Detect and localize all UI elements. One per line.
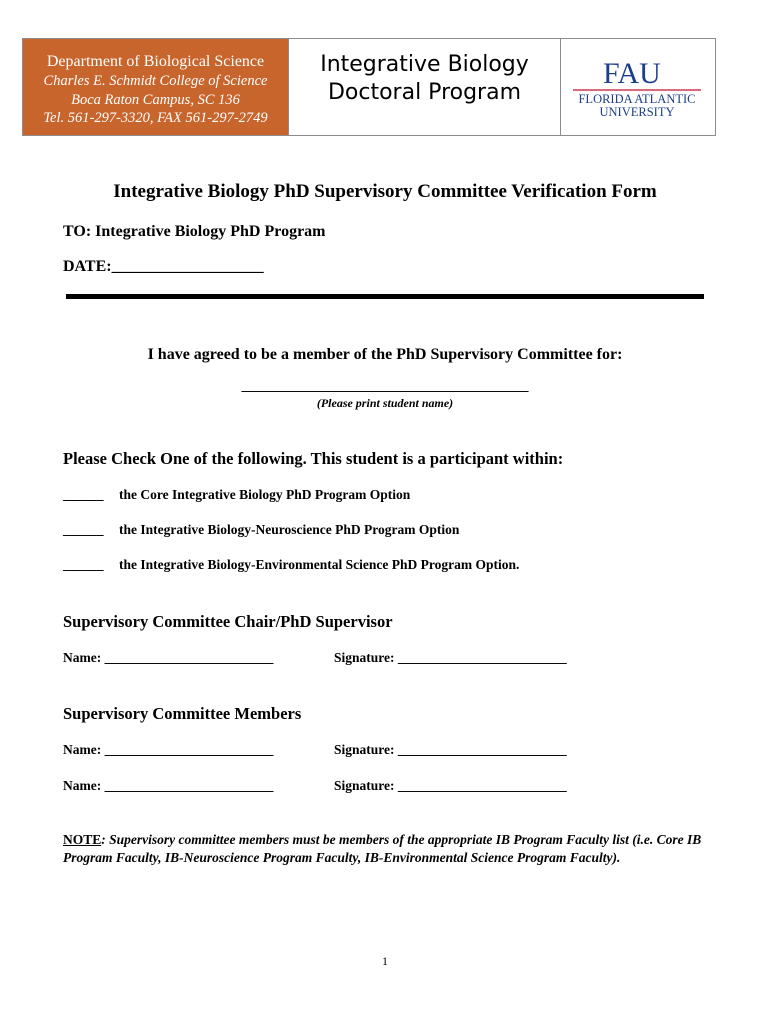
department-block <box>23 39 289 135</box>
page-number: 1 <box>382 954 388 968</box>
option-checkbox-blank[interactable]: ______ <box>63 522 104 537</box>
members-heading: Supervisory Committee Members <box>63 704 302 723</box>
note-text: : Supervisory committee members must be members of the appropriate IB Program Faculty list (i.e. Core IB Program Faculty, IB-Neuroscience Program Faculty, IB-Environmental Science Program Faculty). <box>63 832 702 865</box>
option-label: the Integrative Biology-Neuroscience PhD Program Option <box>119 522 460 537</box>
form-title: Integrative Biology PhD Supervisory Committee Verification Form <box>113 181 657 202</box>
to-line: TO: Integrative Biology PhD Program <box>63 223 326 240</box>
option-label: the Integrative Biology-Environmental Science PhD Program Option. <box>119 557 520 572</box>
date-field[interactable]: DATE:___________________ <box>63 258 264 275</box>
logo-line1: FLORIDA ATLANTIC <box>578 92 696 106</box>
campus-address: Boca Raton Campus, SC 136 <box>71 91 240 108</box>
college-name: Charles E. Schmidt College of Science <box>43 73 268 89</box>
logo-line2: UNIVERSITY <box>599 105 675 119</box>
member1-name-field[interactable]: Name: _________________________ <box>63 742 274 757</box>
member1-signature-field[interactable]: Signature: _________________________ <box>334 742 567 757</box>
department-name: Department of Biological Science <box>46 53 265 70</box>
option-environmental <box>63 557 519 573</box>
contact-phone: Tel. 561-297-3320, FAX 561-297-2749 <box>43 110 268 126</box>
program-title-line2: Doctoral Program <box>327 80 522 105</box>
option-checkbox-blank[interactable]: ______ <box>63 487 104 502</box>
program-block <box>289 39 561 135</box>
option-label: the Core Integrative Biology PhD Program Option <box>119 487 411 502</box>
agreement-statement: I have agreed to be a member of the PhD Supervisory Committee for: <box>147 346 623 363</box>
student-name-field[interactable]: _________________________________________ <box>241 379 529 394</box>
option-core <box>63 487 410 503</box>
member2-signature-field[interactable]: Signature: _________________________ <box>334 778 567 793</box>
note-paragraph <box>63 831 723 866</box>
check-heading: Please Check One of the following. This student is a participant within: <box>63 449 564 468</box>
option-neuroscience <box>63 522 459 538</box>
option-checkbox-blank[interactable]: ______ <box>63 557 104 572</box>
chair-name-field[interactable]: Name: _________________________ <box>63 650 274 665</box>
logo-mark: FAU <box>603 57 661 90</box>
chair-heading: Supervisory Committee Chair/PhD Supervisor <box>63 612 393 631</box>
letterhead <box>22 38 716 136</box>
member2-name-field[interactable]: Name: _________________________ <box>63 778 274 793</box>
divider-rule <box>66 294 704 299</box>
program-title-line1: Integrative Biology <box>320 52 529 77</box>
chair-signature-field[interactable]: Signature: _________________________ <box>334 650 567 665</box>
fau-logo <box>561 39 715 135</box>
fau-logo-icon <box>569 49 709 121</box>
note-label: NOTE <box>63 832 102 847</box>
student-name-caption: (Please print student name) <box>316 396 454 410</box>
